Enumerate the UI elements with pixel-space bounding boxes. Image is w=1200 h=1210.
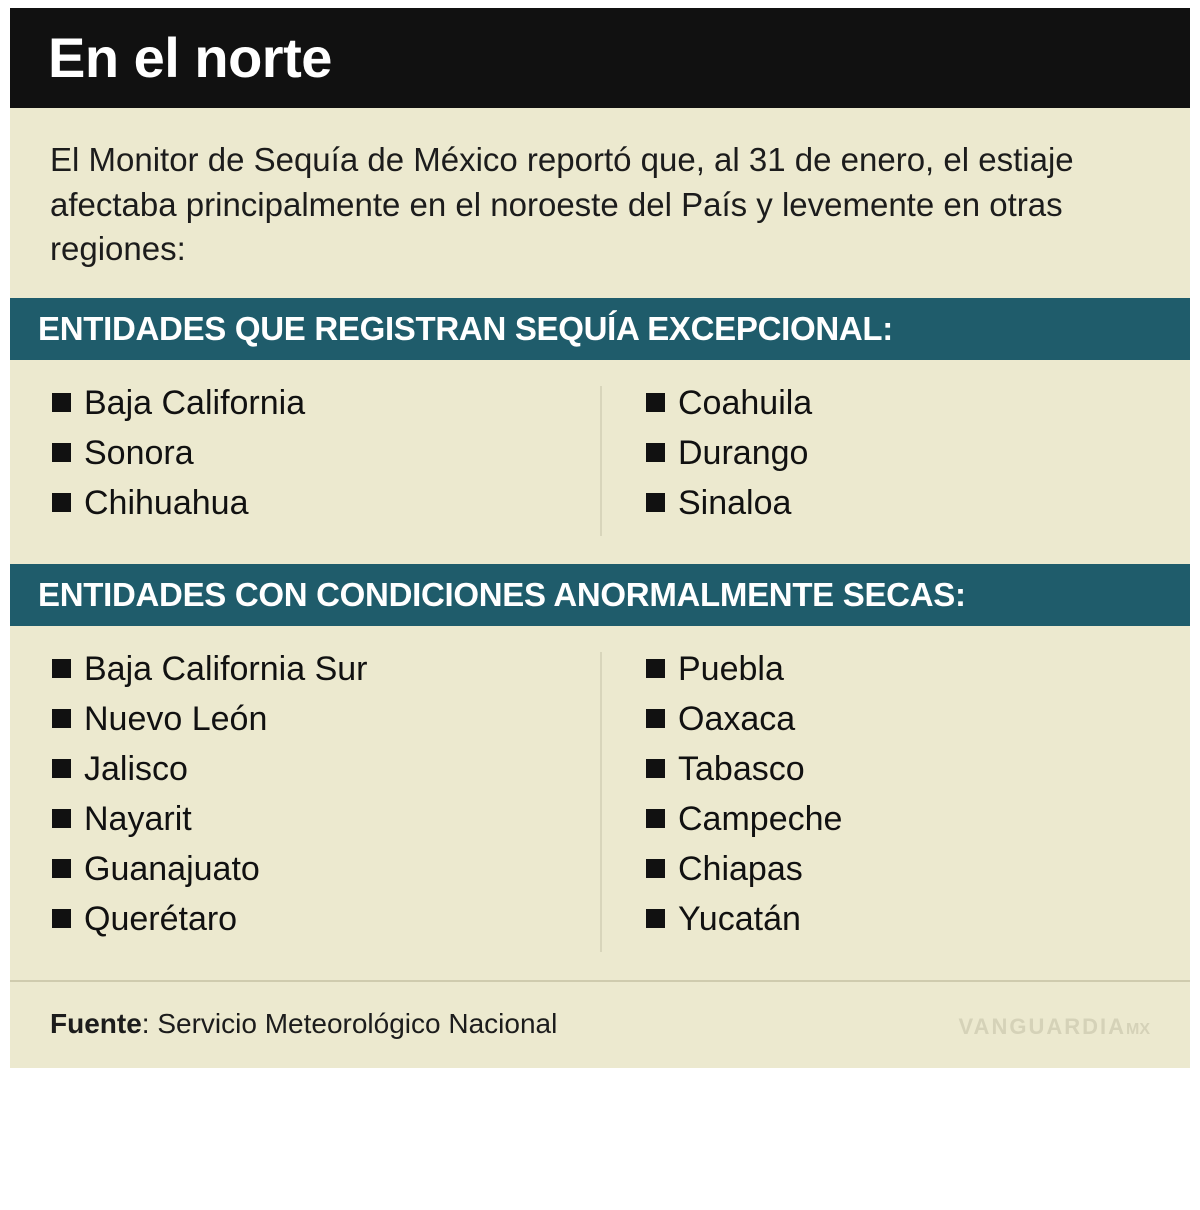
list-item — [52, 383, 600, 422]
watermark-suffix: MX — [1126, 1020, 1150, 1038]
square-bullet-icon — [646, 859, 665, 878]
list-item — [52, 749, 600, 788]
entity-label: Nayarit — [84, 799, 192, 838]
entity-label: Chiapas — [678, 849, 803, 888]
list-item — [646, 899, 1190, 938]
square-bullet-icon — [646, 759, 665, 778]
square-bullet-icon — [52, 659, 71, 678]
section-list-exceptional — [10, 360, 1190, 564]
square-bullet-icon — [52, 393, 71, 412]
entity-label: Yucatán — [678, 899, 801, 938]
list-item — [52, 483, 600, 522]
square-bullet-icon — [646, 659, 665, 678]
square-bullet-icon — [52, 809, 71, 828]
square-bullet-icon — [52, 709, 71, 728]
square-bullet-icon — [52, 493, 71, 512]
source-separator: : — [141, 1007, 158, 1039]
entity-label: Guanajuato — [84, 849, 260, 888]
section-title: ENTIDADES QUE REGISTRAN SEQUÍA EXCEPCIONAL: — [38, 309, 893, 347]
square-bullet-icon — [52, 759, 71, 778]
list-column-left — [10, 649, 600, 952]
entity-label: Chihuahua — [84, 483, 249, 522]
source-line — [50, 1008, 557, 1040]
entity-label: Jalisco — [84, 749, 188, 788]
entity-label: Baja California Sur — [84, 649, 368, 688]
entity-label: Oaxaca — [678, 699, 796, 738]
square-bullet-icon — [646, 493, 665, 512]
list-item — [646, 433, 1190, 472]
entity-label: Nuevo León — [84, 699, 268, 738]
entity-label: Baja California — [84, 383, 306, 422]
square-bullet-icon — [52, 909, 71, 928]
list-item — [646, 649, 1190, 688]
list-item — [646, 383, 1190, 422]
square-bullet-icon — [646, 709, 665, 728]
intro-text: El Monitor de Sequía de México reportó que, al 31 de enero, el estiaje afectaba principalmente en el noroeste del País y levemente en otras regiones: — [50, 141, 1074, 268]
square-bullet-icon — [52, 859, 71, 878]
square-bullet-icon — [52, 443, 71, 462]
list-column-left — [10, 383, 600, 536]
entity-label: Sinaloa — [678, 483, 792, 522]
list-item — [646, 483, 1190, 522]
list-item — [52, 433, 600, 472]
entity-label: Querétaro — [84, 899, 238, 938]
section-title: ENTIDADES CON CONDICIONES ANORMALMENTE SECAS: — [38, 575, 966, 613]
square-bullet-icon — [646, 393, 665, 412]
watermark-text: VANGUARDIA — [958, 1013, 1126, 1039]
list-item — [52, 649, 600, 688]
section-list-abnormally-dry — [10, 626, 1190, 980]
list-item — [52, 699, 600, 738]
infographic-frame — [10, 8, 1190, 1068]
list-item — [646, 799, 1190, 838]
entity-label: Campeche — [678, 799, 843, 838]
entity-label: Coahuila — [678, 383, 813, 422]
entity-label: Tabasco — [678, 749, 805, 788]
list-item — [52, 849, 600, 888]
source-value: Servicio Meteorológico Nacional — [157, 1007, 558, 1039]
intro-block — [10, 108, 1190, 298]
square-bullet-icon — [646, 909, 665, 928]
footer — [10, 980, 1190, 1068]
watermark — [959, 1014, 1150, 1040]
list-item — [52, 899, 600, 938]
section-header-exceptional — [10, 298, 1190, 360]
header — [10, 8, 1190, 108]
list-item — [646, 849, 1190, 888]
source-label: Fuente — [50, 1007, 142, 1039]
list-item — [646, 749, 1190, 788]
entity-label: Puebla — [678, 649, 784, 688]
entity-label: Durango — [678, 433, 809, 472]
list-column-right — [600, 383, 1190, 536]
square-bullet-icon — [646, 809, 665, 828]
entity-label: Sonora — [84, 433, 194, 472]
list-column-right — [600, 649, 1190, 952]
page-title: En el norte — [48, 26, 332, 89]
list-item — [52, 799, 600, 838]
square-bullet-icon — [646, 443, 665, 462]
section-header-abnormally-dry — [10, 564, 1190, 626]
list-item — [646, 699, 1190, 738]
